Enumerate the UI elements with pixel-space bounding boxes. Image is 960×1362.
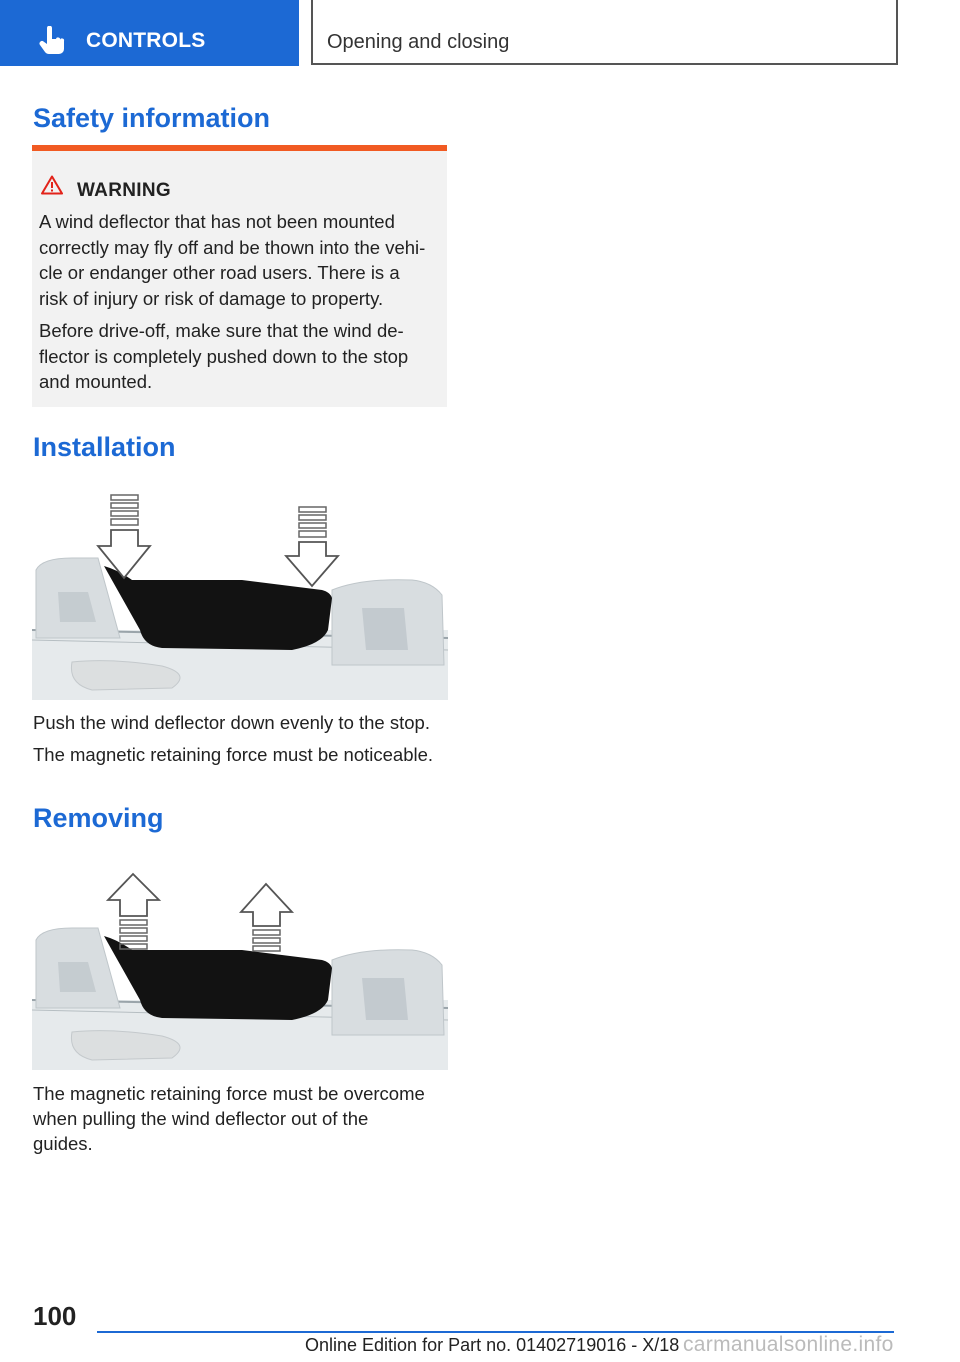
warning-text	[39, 209, 425, 395]
warning-line: Before drive-off, make sure that the wind de-	[39, 320, 404, 341]
installation-illustration	[32, 490, 448, 700]
installation-heading: Installation	[33, 432, 176, 462]
removing-illustration	[32, 860, 448, 1070]
warning-box	[32, 145, 447, 407]
warning-line: cle or endanger other road users. There is a	[39, 262, 400, 283]
warning-line: A wind deflector that has not been mounted	[39, 211, 395, 232]
warning-line: correctly may fly off and be thown into the vehi-	[39, 236, 426, 258]
removing-text-line: The magnetic retaining force must be overcome	[33, 1083, 425, 1104]
page-number: 100	[33, 1301, 77, 1331]
chapter-header	[311, 0, 898, 65]
warning-line: and mounted.	[39, 371, 153, 392]
removing-text-line: guides.	[33, 1133, 93, 1154]
installation-text-line: The magnetic retaining force must be noticeable.	[33, 744, 434, 765]
section-tab-controls	[0, 0, 299, 66]
edition-text: Online Edition for Part no. 01402719016 - X/18	[305, 1335, 680, 1355]
warning-line: flector is completely pushed down to the stop	[39, 345, 409, 367]
pointing-hand-icon	[38, 26, 66, 56]
warning-triangle-icon	[41, 175, 63, 195]
removing-text-line: when pulling the wind deflector out of the	[33, 1108, 369, 1129]
chapter-title: Opening and closing	[327, 31, 510, 53]
watermark: carmanualsonline.info	[683, 1333, 894, 1356]
installation-text-line: Push the wind deflector down evenly to the stop.	[33, 712, 430, 733]
warning-label: WARNING	[77, 180, 171, 201]
section-label: CONTROLS	[86, 29, 206, 52]
removing-heading: Removing	[33, 803, 164, 833]
safety-heading: Safety information	[33, 103, 271, 133]
warning-line: risk of injury or risk of damage to property.	[39, 287, 384, 309]
